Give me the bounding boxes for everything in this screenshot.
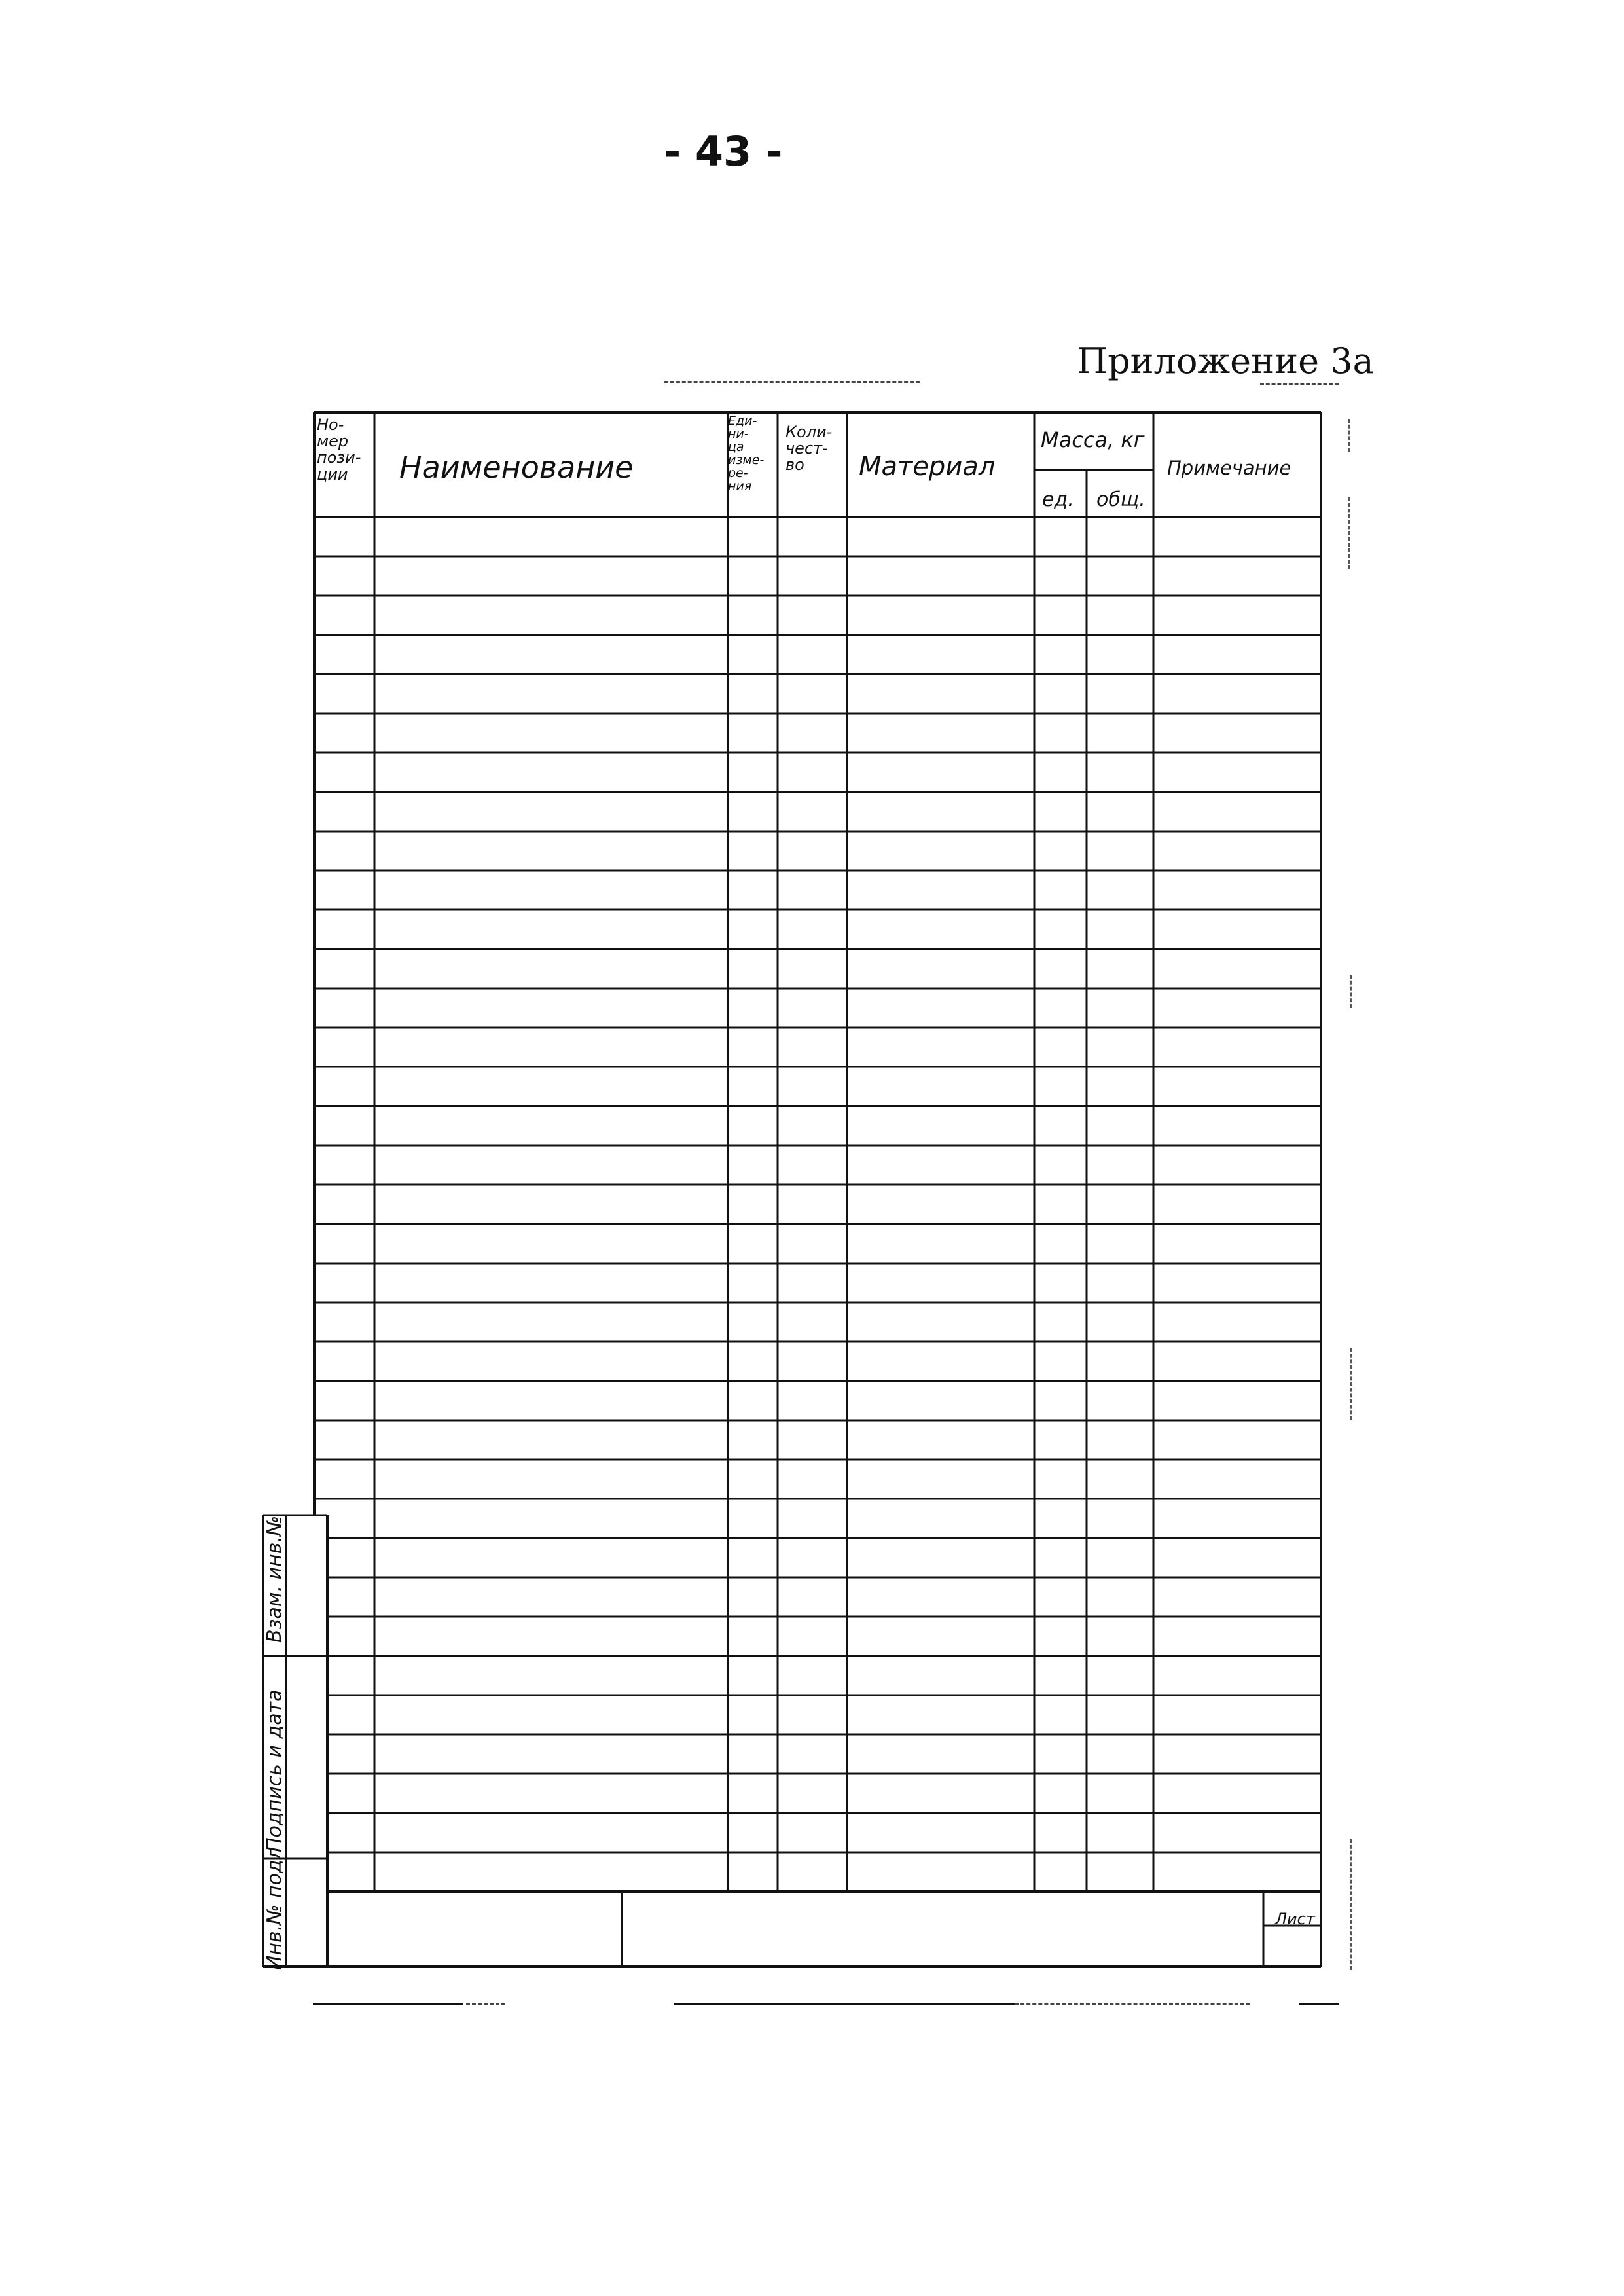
header-note: Примечание	[1167, 457, 1291, 479]
header-mass-total: общ.	[1096, 488, 1146, 511]
cut-mark-4	[1350, 1348, 1352, 1420]
header-mass: Масса, кг	[1041, 427, 1145, 452]
sheet-label: Лист	[1275, 1910, 1315, 1928]
side-stamp-replaced-inv: Взам. инв.№	[263, 1515, 286, 1643]
header-material: Материал	[859, 452, 996, 482]
page-number: - 43 -	[664, 128, 783, 175]
appendix-title: Приложение 3а	[1077, 340, 1374, 382]
side-stamp-inv-orig: Инв.№ подл	[263, 1847, 286, 1970]
cut-mark-5	[1350, 1839, 1352, 1970]
bottom-rule-end	[1299, 2003, 1339, 2005]
bottom-rule-left	[313, 2003, 463, 2005]
cut-mark-2	[1348, 497, 1350, 569]
cut-mark-1	[1348, 419, 1350, 452]
cut-mark-3	[1350, 975, 1352, 1008]
bottom-rule-right-dash	[1015, 2003, 1250, 2005]
form-grid	[263, 412, 1321, 1967]
header-quantity: Коли- чест- во	[785, 423, 833, 475]
header-unit: Еди- ни- ца изме- ре- ния	[728, 414, 765, 493]
bottom-rule-left-dash	[466, 2003, 505, 2005]
bottom-rule-right	[674, 2003, 1015, 2005]
header-position-number: Но- мер пози- ции	[317, 416, 361, 484]
header-mass-unit: ед.	[1042, 488, 1074, 511]
header-name: Наименование	[399, 450, 634, 485]
side-stamp-signature-date: Подпись и дата	[263, 1689, 286, 1852]
